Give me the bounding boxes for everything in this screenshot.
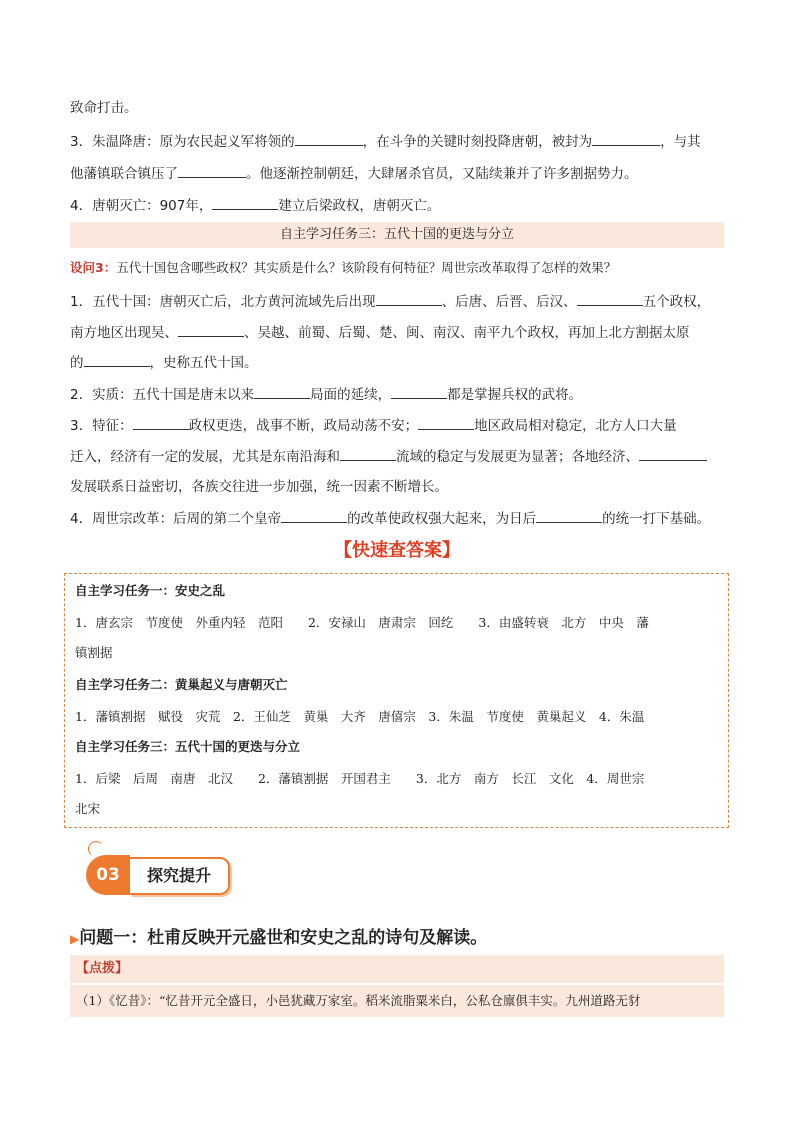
line-text: 迁入，经济有一定的发展，尤其是东南沿海和	[70, 449, 340, 465]
text-line	[70, 477, 448, 497]
fill-blank	[178, 322, 244, 337]
fill-blank	[212, 195, 278, 210]
fill-blank	[418, 415, 474, 430]
line-text: 的改革使政权强大起来，为日后	[347, 511, 537, 527]
text-line	[70, 322, 690, 343]
answers-box	[64, 573, 729, 828]
answer-line: 1．后梁 后周 南唐 北汉 2．藩镇割据 开国君主 3．北方 南方 长江 文化 4．周世宗	[75, 771, 645, 786]
hint-label: 【点拨】	[70, 955, 724, 983]
line-text: 3．朱温降唐：原为农民起义军将领的	[70, 134, 295, 150]
line-text: 的统一打下基础。	[602, 511, 711, 527]
answer-heading: 自主学习任务一：安史之乱	[75, 583, 226, 598]
line-text: 发展联系日益密切，各族交往进一步加强，统一因素不断增长。	[70, 479, 448, 495]
fill-blank	[577, 291, 643, 306]
line-text: 建立后梁政权，唐朝灭亡。	[278, 198, 441, 214]
fill-blank	[178, 163, 246, 178]
answer-heading: 自主学习任务二：黄巢起义与唐朝灭亡	[75, 677, 288, 692]
answer-line: 北宋	[75, 801, 101, 816]
line-text: 五个政权，	[642, 294, 711, 310]
line-text: ，在斗争的关键时刻投降唐朝，被封为	[362, 134, 593, 150]
line-text: 他藩镇联合镇压了	[70, 166, 178, 182]
text-line	[70, 163, 638, 184]
fill-blank	[536, 508, 602, 523]
line-text: 局面的延续，	[310, 387, 392, 403]
question-label: 设问3：	[70, 260, 117, 275]
fill-blank	[84, 352, 150, 367]
line-text: 南方地区出现吴、	[70, 325, 178, 341]
problem-heading	[70, 926, 487, 951]
line-text: 都是掌握兵权的武将。	[447, 387, 583, 403]
section-title: 探究提升	[130, 857, 230, 895]
line-text: 地区政局相对稳定，北方人口大量	[474, 418, 677, 434]
answer-line: 1．唐玄宗 节度使 外重内轻 范阳 2．安禄山 唐肃宗 回纥 3．由盛转衰 北方 中央 藩	[75, 615, 649, 630]
line-text: 1．五代十国：唐朝灭亡后，北方黄河流域先后出现	[70, 294, 376, 310]
question-line	[70, 258, 616, 278]
fill-blank	[295, 131, 363, 146]
line-text: 4．唐朝灭亡：907年，	[70, 198, 213, 214]
text-line	[70, 131, 701, 152]
text-line	[70, 291, 710, 312]
answer-heading: 自主学习任务三：五代十国的更迭与分立	[75, 739, 301, 754]
answers-title: 【快速查答案】	[334, 540, 460, 561]
line-text: 2．实质：五代十国是唐末以来	[70, 387, 255, 403]
fill-blank	[639, 446, 707, 461]
line-text: 4．周世宗改革：后周的第二个皇帝	[70, 511, 282, 527]
task3-title-bar: 自主学习任务三：五代十国的更迭与分立	[70, 222, 724, 248]
text-line	[70, 352, 258, 373]
fill-blank	[376, 291, 442, 306]
text-line	[70, 384, 582, 405]
line-text: 、吴越、前蜀、后蜀、楚、闽、南汉、南平九个政权，再加上北方割据太原	[244, 325, 690, 341]
fill-blank	[254, 384, 310, 399]
fill-blank	[391, 384, 447, 399]
line-text: 致命打击。	[70, 100, 138, 116]
line-text: 3．特征：	[70, 418, 133, 434]
answer-line: 镇割据	[75, 645, 113, 660]
text-line	[70, 508, 710, 529]
text-line	[70, 98, 138, 118]
problem-text: 问题一：杜甫反映开元盛世和安史之乱的诗句及解读。	[79, 928, 488, 948]
line-text: ，与其	[660, 134, 701, 150]
text-line	[70, 415, 677, 436]
line-text: 。他逐渐控制朝廷，大肆屠杀官员，又陆续兼并了许多割据势力。	[246, 166, 638, 182]
line-text: ，史称五代十国。	[149, 355, 258, 371]
line-text: 流域的稳定与发展更为显著；各地经济、	[396, 449, 639, 465]
hint-body: （1）《忆昔》：“忆昔开元全盛日，小邑犹藏万家室。稻米流脂粟米白，公私仓廪俱丰实。九州道路无豺	[70, 985, 724, 1017]
line-text: 的	[70, 355, 84, 371]
question-text: 五代十国包含哪些政权？其实质是什么？该阶段有何特征？周世宗改革取得了怎样的效果？	[116, 260, 617, 275]
text-line	[70, 195, 440, 216]
answer-line: 1．藩镇割据 赋役 灾荒 2．王仙芝 黄巢 大齐 唐僖宗 3．朱温 节度使 黄巢起义 4．朱温	[75, 709, 645, 724]
line-text: 、后唐、后晋、后汉、	[441, 294, 577, 310]
triangle-icon: ▶	[70, 932, 80, 946]
text-line	[70, 446, 707, 467]
fill-blank	[281, 508, 347, 523]
line-text: 政权更迭，战事不断，政局动荡不安；	[188, 418, 419, 434]
fill-blank	[340, 446, 396, 461]
section-badge	[86, 855, 232, 895]
fill-blank	[133, 415, 189, 430]
section-number: 03	[86, 855, 130, 895]
fill-blank	[592, 131, 660, 146]
